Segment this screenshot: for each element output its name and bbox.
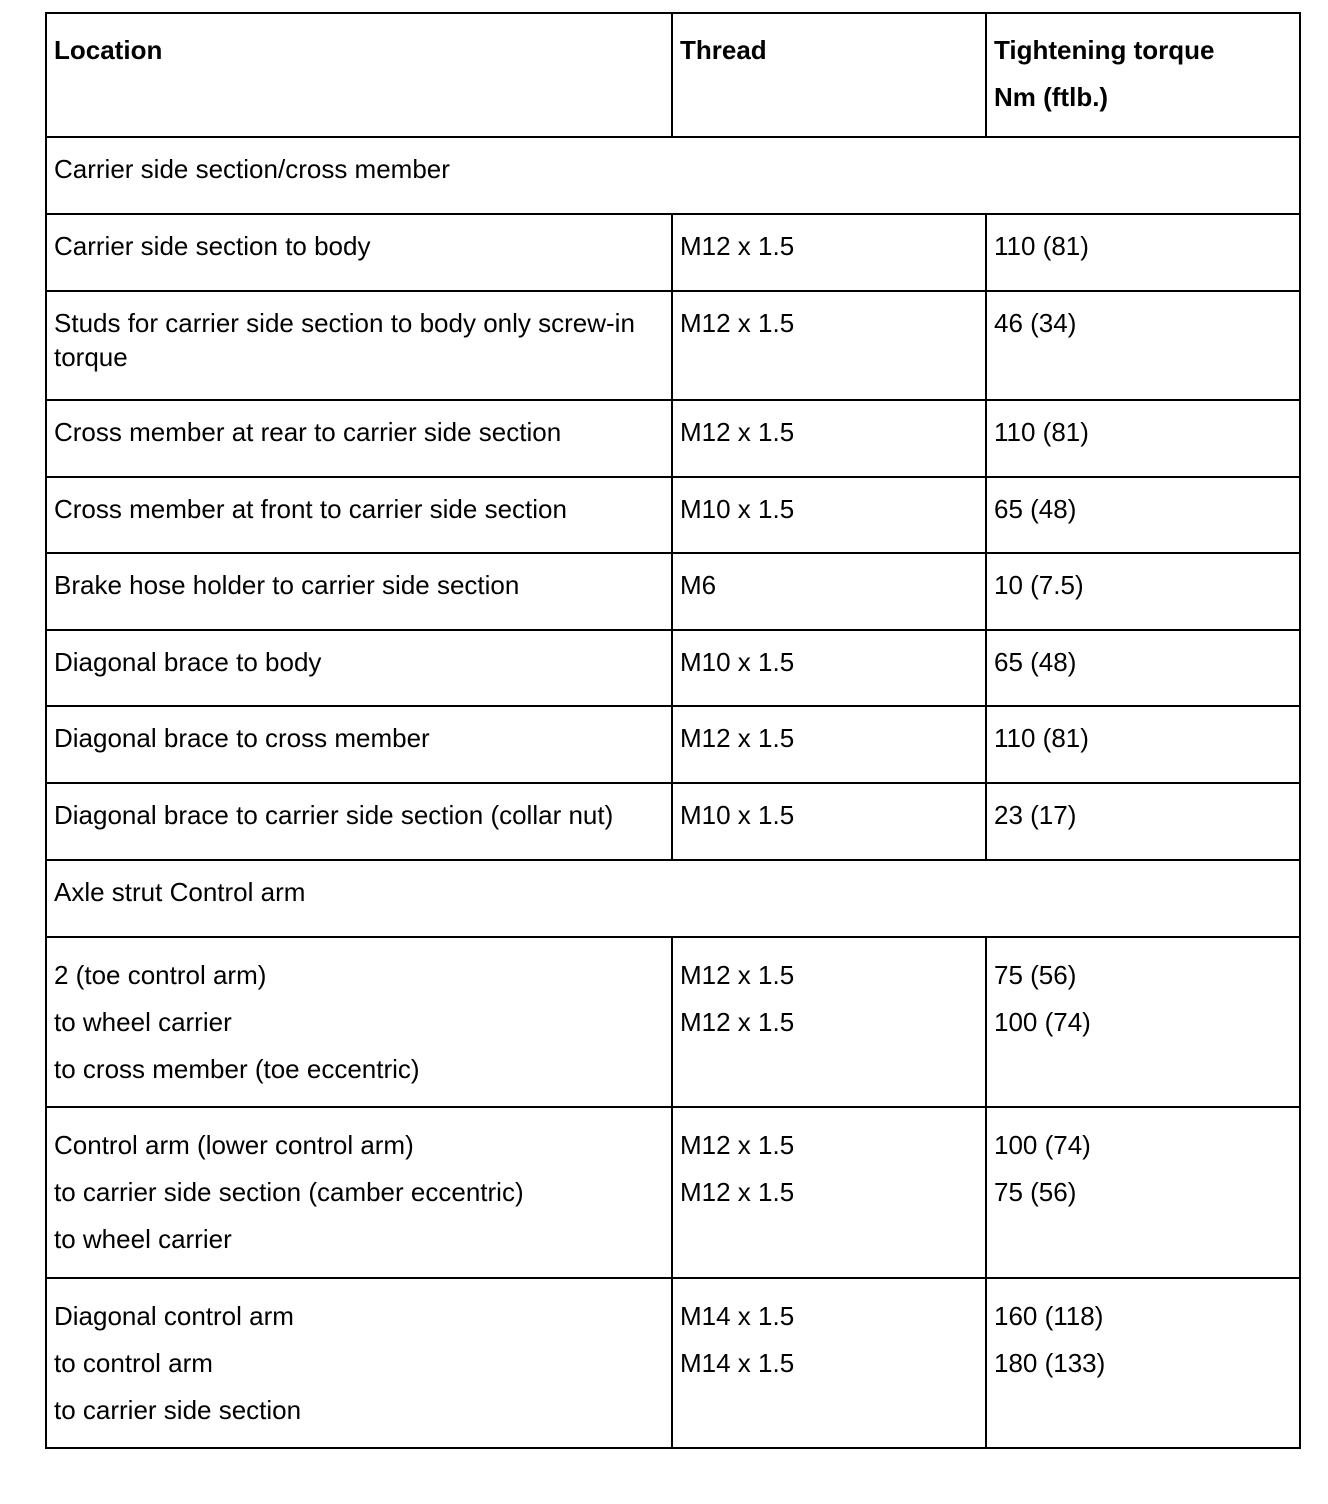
cell-torque: 46 (34): [986, 291, 1300, 400]
header-torque-line2: Nm (ftlb.): [994, 82, 1109, 112]
cell-location: [46, 1107, 672, 1278]
cell-location: Diagonal brace to body: [46, 630, 672, 706]
cell-location-line: Control arm (lower control arm): [54, 1130, 414, 1160]
header-row: [46, 13, 1300, 137]
cell-torque: 23 (17): [986, 783, 1300, 860]
cell-torque-line: 75 (56): [994, 1177, 1077, 1207]
table-row: [46, 477, 1300, 553]
section-row: [46, 860, 1300, 937]
cell-torque-line: 75 (56): [994, 960, 1077, 990]
cell-location-line: to carrier side section: [54, 1395, 302, 1425]
cell-location: Carrier side section to body: [46, 214, 672, 291]
cell-location-line: to wheel carrier: [54, 1224, 232, 1254]
cell-thread-line: M14 x 1.5: [680, 1348, 795, 1378]
cell-thread-line: M14 x 1.5: [680, 1301, 795, 1331]
header-torque: [986, 13, 1300, 137]
cell-location-line: to carrier side section (camber eccentric): [54, 1177, 524, 1207]
section-title: Axle strut Control arm: [46, 860, 1300, 937]
cell-thread: [672, 1107, 986, 1278]
cell-torque: [986, 1107, 1300, 1278]
cell-location: Cross member at front to carrier side section: [46, 477, 672, 553]
cell-location: [46, 937, 672, 1107]
cell-torque-line: 100 (74): [994, 1130, 1091, 1160]
cell-location: Diagonal brace to cross member: [46, 706, 672, 783]
section-title: Carrier side section/cross member: [46, 137, 1300, 214]
table-row: [46, 1278, 1300, 1448]
cell-torque-line: 100 (74): [994, 1007, 1091, 1037]
cell-thread-line: M12 x 1.5: [680, 960, 795, 990]
cell-thread: M12 x 1.5: [672, 400, 986, 477]
cell-thread-line: M12 x 1.5: [680, 1007, 795, 1037]
cell-thread-line: M12 x 1.5: [680, 1177, 795, 1207]
section-row: [46, 137, 1300, 214]
cell-thread: M10 x 1.5: [672, 477, 986, 553]
cell-location: Diagonal brace to carrier side section (collar nut): [46, 783, 672, 860]
cell-torque: 110 (81): [986, 214, 1300, 291]
table-row: [46, 214, 1300, 291]
cell-location: Brake hose holder to carrier side section: [46, 553, 672, 630]
table-row: [46, 553, 1300, 630]
header-thread: Thread: [672, 13, 986, 137]
table-row: [46, 783, 1300, 860]
cell-location: Cross member at rear to carrier side section: [46, 400, 672, 477]
table-row: [46, 937, 1300, 1107]
cell-thread: M10 x 1.5: [672, 783, 986, 860]
cell-location-line: Diagonal control arm: [54, 1301, 294, 1331]
table-row: [46, 630, 1300, 706]
table-row: [46, 1107, 1300, 1278]
table-row: [46, 400, 1300, 477]
cell-location-line: to wheel carrier: [54, 1007, 232, 1037]
cell-location: [46, 1278, 672, 1448]
header-torque-line1: Tightening torque: [994, 35, 1215, 65]
cell-thread: [672, 1278, 986, 1448]
cell-thread: [672, 937, 986, 1107]
cell-torque: 65 (48): [986, 630, 1300, 706]
cell-torque: 65 (48): [986, 477, 1300, 553]
cell-location-line: 2 (toe control arm): [54, 960, 267, 990]
cell-torque: [986, 937, 1300, 1107]
cell-thread: M10 x 1.5: [672, 630, 986, 706]
table-row: [46, 291, 1300, 400]
cell-torque-line: 160 (118): [994, 1301, 1104, 1331]
cell-thread: M12 x 1.5: [672, 291, 986, 400]
cell-torque: [986, 1278, 1300, 1448]
cell-thread: M6: [672, 553, 986, 630]
torque-table: [45, 12, 1301, 1449]
cell-torque: 110 (81): [986, 706, 1300, 783]
cell-torque-line: 180 (133): [994, 1348, 1106, 1378]
cell-location: Studs for carrier side section to body only screw-in torque: [46, 291, 672, 400]
cell-thread: M12 x 1.5: [672, 214, 986, 291]
cell-thread-line: M12 x 1.5: [680, 1130, 795, 1160]
cell-thread: M12 x 1.5: [672, 706, 986, 783]
table-row: [46, 706, 1300, 783]
header-location: Location: [46, 13, 672, 137]
cell-torque: 10 (7.5): [986, 553, 1300, 630]
cell-torque: 110 (81): [986, 400, 1300, 477]
cell-location-line: to control arm: [54, 1348, 213, 1378]
cell-location-line: to cross member (toe eccentric): [54, 1054, 420, 1084]
